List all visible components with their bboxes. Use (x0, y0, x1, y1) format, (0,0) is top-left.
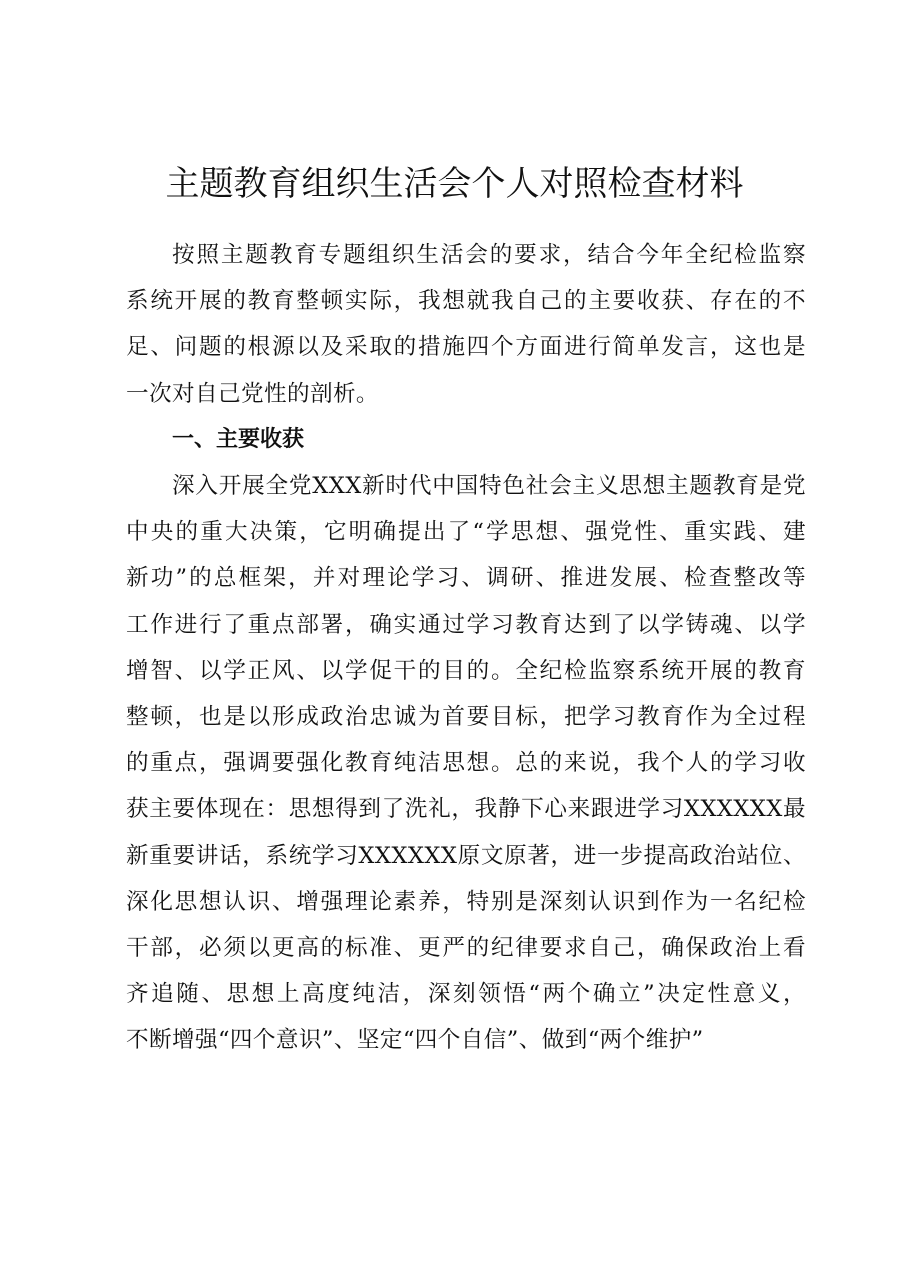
text-line: 干部，必须以更高的标准、更严的纪律要求自己，确保政治上看 (126, 935, 806, 962)
text-line: 按照主题教育专题组织生活会的要求，结合今年全纪检监察 (172, 242, 806, 268)
text-line: 系统开展的教育整顿实际，我想就我自己的主要收获、存在的不 (126, 288, 806, 315)
text-line: 整顿，也是以形成政治忠诚为首要目标，把学习教育作为全过程 (126, 704, 806, 731)
text-line: 新重要讲话，系统学习XXXXXX原文原著，进一步提高政治站位、 (126, 842, 806, 869)
text-line: 足、问题的根源以及采取的措施四个方面进行简单发言，这也是 (126, 334, 806, 361)
paragraph-main-gains (126, 463, 806, 1064)
text-line: 不断增强“四个意识”、坚定“四个自信”、做到“两个维护” (126, 1027, 704, 1054)
document-title: 主题教育组织生活会个人对照检查材料 (165, 164, 744, 204)
text-line: 深化思想认识、增强理论素养，特别是深刻认识到作为一名纪检 (126, 888, 806, 915)
paragraph-intro (126, 232, 806, 417)
text-line: 齐追随、思想上高度纯洁，深刻领悟“两个确立”决定性意义， (126, 981, 806, 1008)
section-heading-main-gains: 一、主要收获 (172, 426, 305, 452)
document-body (126, 232, 806, 1064)
text-line: 新功”的总框架，并对理论学习、调研、推进发展、检查整改等 (126, 565, 806, 592)
text-line: 深入开展全党XXX新时代中国特色社会主义思想主题教育是党 (172, 473, 806, 500)
text-line: 工作进行了重点部署，确实通过学习教育达到了以学铸魂、以学 (126, 611, 806, 638)
text-line: 中央的重大决策，它明确提出了“学思想、强党性、重实践、建 (126, 519, 806, 546)
text-line: 一次对自己党性的剖析。 (126, 380, 379, 407)
text-line: 增智、以学正风、以学促干的目的。全纪检监察系统开展的教育 (126, 657, 806, 684)
text-line: 的重点，强调要强化教育纯洁思想。总的来说，我个人的学习收 (126, 750, 806, 777)
text-line: 获主要体现在：思想得到了洗礼，我静下心来跟进学习XXXXXX最 (126, 796, 806, 823)
